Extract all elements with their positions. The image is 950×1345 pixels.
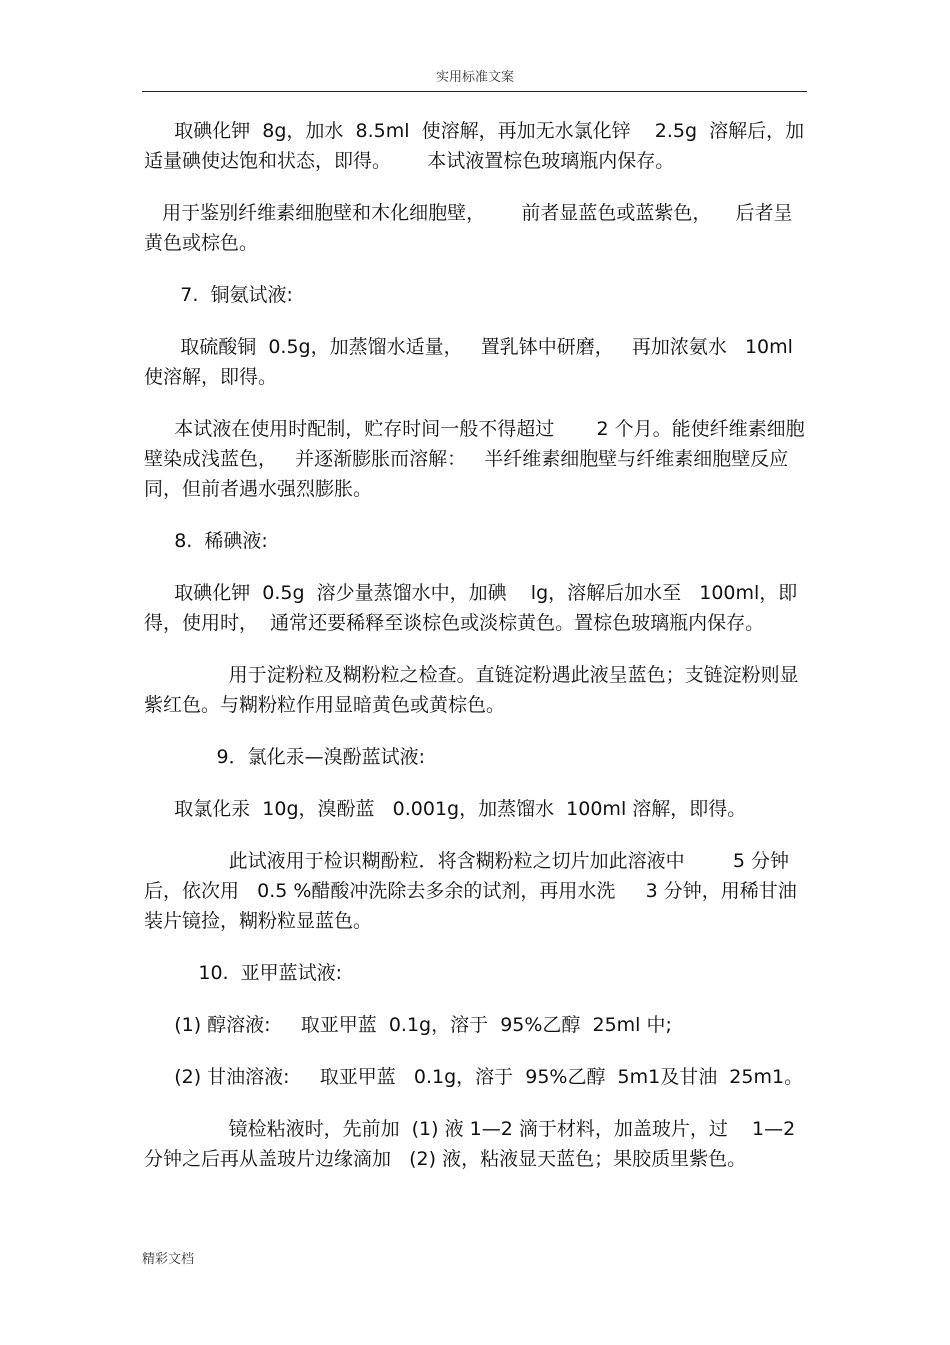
paragraph-cell-wall-usage: 用于鉴别纤维素细胞壁和木化细胞壁， 前者显蓝色或蓝紫色， 后者呈黄色或棕色。 [144, 202, 793, 254]
paragraph-starch-usage: 用于淀粉粒及糊粉粒之检查。直链淀粉遇此液呈蓝色；支链淀粉则显紫红色。与糊粉粒作用显暗黄色或黄棕色。 [144, 664, 799, 716]
document-body [144, 116, 809, 1174]
paragraph-mucilage-usage: 镜检粘液时，先前加 (1) 液 1—2 滴于材料，加盖玻片，过 1—2 分钟之后再从盖玻片边缘滴加 (2) 液，粘液显天蓝色；果胶质里紫色。 [144, 1118, 802, 1170]
section-heading-8: 8. 稀碘液: [144, 530, 268, 552]
page-header-title: 实用标准文案 [435, 70, 514, 85]
paragraph-alcohol-solution: (1) 醇溶液: 取亚甲蓝 0.1g，溶于 95%乙醇 25ml 中; [144, 1014, 672, 1036]
section-heading-9: 9．氯化汞—溴酚蓝试液: [144, 746, 425, 768]
paragraph-glycerol-solution: (2) 甘油溶液: 取亚甲蓝 0.1g，溶于 95%乙醇 5m1及甘油 25m1。 [144, 1066, 804, 1088]
paragraph-copper-ammonia-prep: 取硫酸铜 0.5g，加蒸馏水适量， 置乳钵中研磨， 再加浓氨水 10ml使溶解，即得。 [144, 336, 793, 388]
paragraph-aleurone-usage: 此试液用于检识糊酚粒．将含糊粉粒之切片加此溶液中 5 分钟后，依次用 0.5 %醋酸冲洗除去多余的试剂，再用水洗 3 分钟，用稀甘油装片镜捡，糊粉粒显蓝色。 [144, 850, 797, 932]
paragraph-reagent-zinc-chloride-iodine: 取碘化钾 8g，加水 8.5ml 使溶解，再加无水氯化锌 2.5g 溶解后，加适量碘使达饱和状态，即得。 本试液置棕色玻璃瓶内保存。 [144, 120, 805, 172]
paragraph-copper-ammonia-usage: 本试液在使用时配制，贮存时间一般不得超过 2 个月。能使纤维素细胞壁染成浅蓝色， 并逐渐膨胀而溶解： 半纤维素细胞壁与纤维素细胞壁反应同，但前者遇水强烈膨胀。 [144, 418, 805, 500]
section-heading-7: 7. 铜氨试液: [144, 284, 293, 306]
paragraph-dilute-iodine-prep: 取碘化钾 0.5g 溶少量蒸馏水中，加碘 lg，溶解后加水至 100ml，即得，使用时， 通常还要稀释至谈棕色或淡棕黄色。置棕色玻璃瓶内保存。 [144, 582, 798, 634]
header-divider [142, 91, 807, 92]
section-heading-10: 10. 亚甲蓝试液: [144, 962, 343, 984]
page-footer-text: 精彩文档 [142, 1252, 195, 1267]
paragraph-mercury-bromophenol-prep: 取氯化汞 10g，溴酚蓝 0.001g，加蒸馏水 100ml 溶解，即得。 [144, 798, 747, 820]
